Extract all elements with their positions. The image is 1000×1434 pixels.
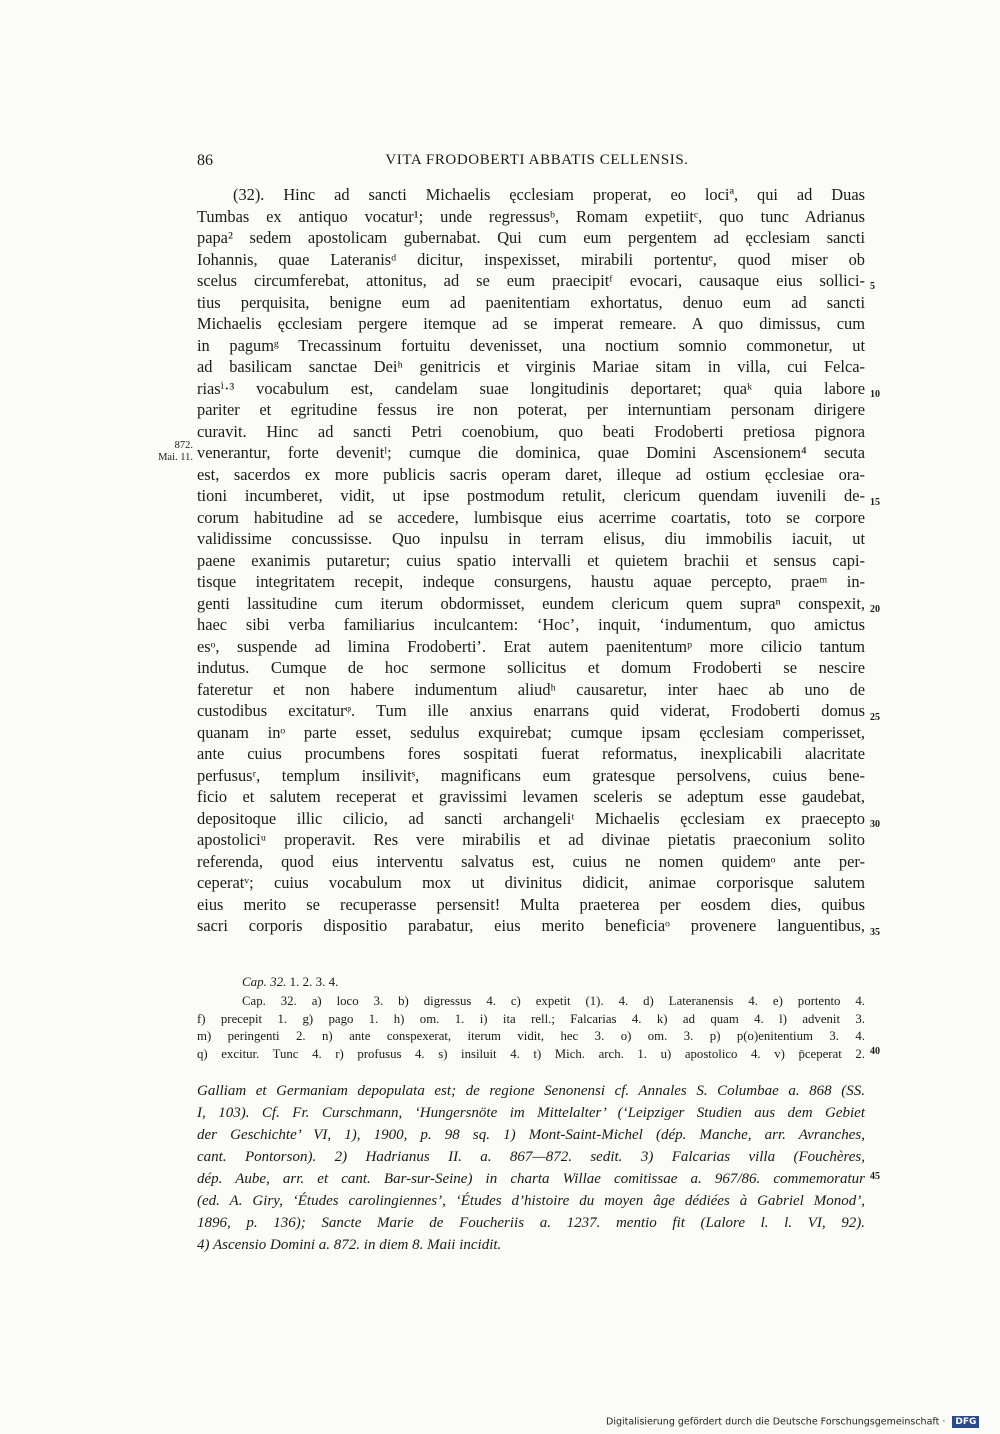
text-line: quanam inᵒ parte esset, sedulus exquirebat; cumque ipsam ęcclesiam comperisset, bbox=[197, 722, 865, 742]
apparatus-line: f) precepit 1. g) pago 1. h) om. 1. i) ita rell.; Falcarias 4. k) ad quam 4. l) advenit 3. bbox=[197, 1011, 865, 1026]
margin-date bbox=[143, 440, 193, 464]
line-number: 5 bbox=[870, 281, 875, 292]
text-line: Iohannis, quae Lateranisᵈ dicitur, inspexisset, mirabili portentuᵉ, quod miser ob bbox=[197, 249, 865, 269]
text-line: indutus. Cumque de hoc sermone sollicitus et domum Frodoberti se nescire bbox=[197, 658, 865, 677]
text-line: pariter et egritudine fessus ire non poterat, per internuntiam personam dirigere bbox=[197, 400, 865, 419]
line-number: 10 bbox=[870, 389, 880, 400]
note-line: der Geschichte’ VI, 1), 1900, p. 98 sq. 1) Mont-Saint-Michel (dép. Manche, arr. Avranches, bbox=[197, 1127, 865, 1143]
note-line: 4) Ascensio Domini a. 872. in diem 8. Maii incidit. bbox=[197, 1237, 502, 1253]
text-line: sacri corporis dispositio parabatur, eius merito beneficiaᵒ provenere languentibus, bbox=[197, 916, 865, 935]
note-line: Galliam et Germaniam depopulata est; de regione Senonensi cf. Annales S. Columbae a. 868 (SS. bbox=[197, 1083, 865, 1099]
note-line: (ed. A. Giry, ‘Études carolingiennes’, ‘Études d’histoire du moyen âge dédiées à Gabriel Monod’, bbox=[197, 1193, 865, 1209]
margin-date-year: 872. bbox=[174, 440, 193, 451]
note-line: dép. Aube, arr. et cant. Bar-sur-Seine) in charta Willae comitissae a. 967/86. commemoratur bbox=[197, 1171, 865, 1187]
apparatus-line: Cap. 32. a) loco 3. b) digressus 4. c) expetit (1). 4. d) Lateranensis 4. e) portento 4. bbox=[242, 994, 865, 1008]
text-line: fateretur et non habere indumentum aliudʰ causaretur, inter haec ab uno de bbox=[197, 679, 865, 699]
line-number: 20 bbox=[870, 604, 880, 615]
note-line: I, 103). Cf. Fr. Curschmann, ‘Hungersnöte im Mittelalter’ (‘Leipziger Studien aus dem Gebiet bbox=[197, 1105, 865, 1121]
note-line: cant. Pontorson). 2) Hadrianus II. a. 867—872. sedit. 3) Falcarias villa (Fouchères, bbox=[197, 1149, 865, 1165]
text-line: tioni incumberet, vidit, ut ipse postmodum retulit, clericum quendam iuvenili de- bbox=[197, 486, 865, 505]
text-line: est, sacerdos ex more publicis sacris operam daret, illeque ad ostium ęcclesiae ora- bbox=[197, 464, 865, 484]
line-number: 15 bbox=[870, 497, 880, 508]
note-line: 1896, p. 136); Sancte Marie de Foucheriis a. 1237. mentio fit (Lalore l. l. VI, 92). bbox=[197, 1215, 865, 1231]
line-number: 45 bbox=[870, 1171, 880, 1182]
line-number: 35 bbox=[870, 927, 880, 938]
text-line: Tumbas ex antiquo vocatur¹; unde regressusᵇ, Romam expetiitᶜ, quo tunc Adrianus bbox=[197, 206, 865, 226]
cap-refs: 1. 2. 3. 4. bbox=[289, 974, 339, 989]
text-line: esᵒ, suspende ad limina Frodoberti’. Erat autem paenitentumᵖ more cilicio tantum bbox=[197, 636, 865, 656]
text-line: genti lassitudine cum iterum obdormisset, eundem clericum quem supraⁿ conspexit, bbox=[197, 593, 865, 613]
text-line: depositoque illic cilicio, ad sancti archangeliᵗ Michaelis ęcclesiam ex praecepto bbox=[197, 808, 865, 828]
page-header bbox=[197, 152, 877, 176]
text-line: ante cuius procumbens fores sospitati fuerat reformatus, inexplicabili alacritate bbox=[197, 744, 865, 763]
text-line: ad basilicam sanctae Deiʰ genitricis et virginis Mariae sitam in villa, cui Felca- bbox=[197, 357, 865, 376]
apparatus-line: q) excitur. Tunc 4. r) profusus 4. s) insiluit 4. t) Mich. arch. 1. u) apostolico 4. v) p̄ceperat 2. bbox=[197, 1046, 865, 1061]
line-number: 25 bbox=[870, 712, 880, 723]
text-line: ceperatᵛ; cuius vocabulum mox ut divinitus didicit, animae corporisque salutem bbox=[197, 873, 865, 892]
text-line: ficio et salutem receperat et gravissimi levamen sceleris se adeptum esse gaudebat, bbox=[197, 787, 865, 806]
text-line: Michaelis ęcclesiam pergere itemque ad se imperat remeare. A quo dimissus, cum bbox=[197, 314, 865, 333]
text-line: haec sibi verba familiarius inculcantem: ‘Hoc’, inquit, ‘indumentum, quo amictus bbox=[197, 615, 865, 634]
text-line: in pagumᵍ Trecassinum fortuitu devenisset, una noctium somnio commonetur, ut bbox=[197, 335, 865, 355]
text-line: perfususʳ, templum insilivitˢ, magnificans eum gratesque persolvens, cuius bene- bbox=[197, 765, 865, 785]
dfg-logo: DFG bbox=[952, 1416, 979, 1428]
historical-notes bbox=[197, 1080, 865, 1256]
text-line: venerantur, forte devenitˡ; cumque die dominica, quae Domini Ascensionem⁴ secuta bbox=[197, 443, 865, 462]
line-number: 30 bbox=[870, 819, 880, 830]
cap-label: Cap. 32. bbox=[242, 974, 287, 989]
text-line: paene exanimis putaretur; cuius spatio intervalli et quietem brachii et sensus capi- bbox=[197, 550, 865, 570]
running-title: VITA FRODOBERTI ABBATIS CELLENSIS. bbox=[385, 152, 689, 168]
text-line: custodibus excitaturᵠ. Tum ille anxius enarrans quid viderat, Frodoberti domus bbox=[197, 701, 865, 720]
main-text bbox=[197, 184, 865, 937]
line-number: 40 bbox=[870, 1046, 880, 1057]
critical-apparatus bbox=[197, 993, 865, 1063]
text-line: tius perquisita, benigne eum ad paenitentiam exhortatus, denuo eum ad sancti bbox=[197, 292, 865, 312]
text-line: referenda, quod eius interventu salvatus est, cuius ne nomen quidemᵒ ante per- bbox=[197, 851, 865, 871]
text-line: (32). Hinc ad sancti Michaelis ęcclesiam properat, eo lociª, qui ad Duas bbox=[233, 185, 865, 204]
text-line: papa² sedem apostolicam gubernabat. Qui cum eum pergentem ad ęcclesiam sancti bbox=[197, 228, 865, 247]
digitization-footer bbox=[606, 1416, 979, 1428]
text-line: scelus circumferebat, attonitus, ad se eum praecipitᶠ evocari, causaque eius sollici- bbox=[197, 271, 865, 290]
text-line: tisque integritatem recepit, indeque consurgens, haustu aquae percepto, praeᵐ in- bbox=[197, 572, 865, 591]
text-line: riasⁱ·³ vocabulum est, candelam suae longitudinis deportaret; quaᵏ quia labore bbox=[197, 378, 865, 398]
text-line: curavit. Hinc ad sancti Petri coenobium, quo beati Frodoberti pretiosa pignora bbox=[197, 421, 865, 441]
text-line: apostoliciᵘ properavit. Res vere mirabilis et ad divinae pietatis praeconium solito bbox=[197, 830, 865, 849]
text-line: eius merito se recuperasse persensit! Multa praeterea per eosdem dies, quibus bbox=[197, 894, 865, 914]
footnote-cap-refs bbox=[242, 974, 338, 990]
page-number: 86 bbox=[197, 152, 213, 169]
margin-date-day: Mai. 11. bbox=[158, 452, 193, 463]
text-line: corum habitudine ad se accedere, lumbisque eius acerrime coartatis, toto se corpore bbox=[197, 507, 865, 527]
apparatus-line: m) peringenti 2. n) ante conspexerat, iterum vidit, hec 3. o) om. 3. p) p(o)enitentium 3. 4. bbox=[197, 1029, 865, 1043]
text-line: validissime concussisse. Quo inpulsu in terram elisus, diu immobilis iacuit, ut bbox=[197, 529, 865, 548]
footer-text: Digitalisierung gefördert durch die Deutsche Forschungsgemeinschaft · bbox=[606, 1416, 946, 1428]
